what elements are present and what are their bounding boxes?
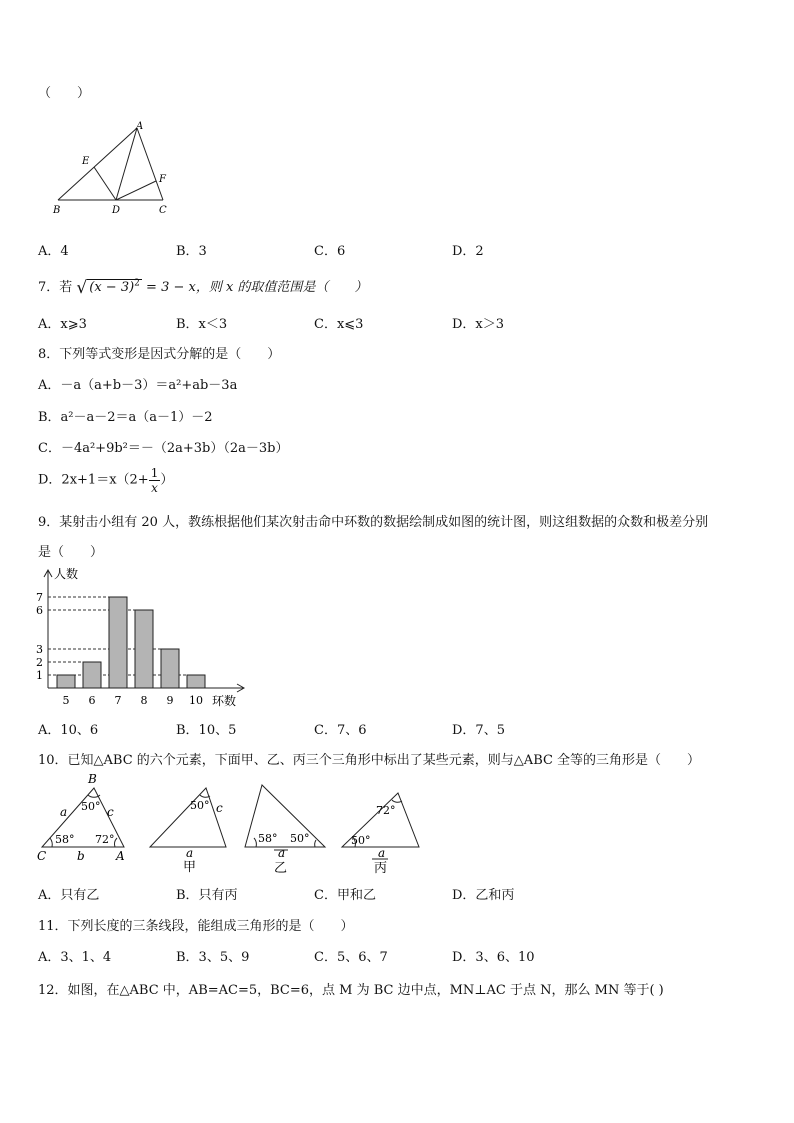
y-tick-label: 2 [36, 656, 43, 669]
q6-figure [40, 118, 180, 218]
bar-7 [109, 597, 127, 688]
sqrt-sign: √ [76, 278, 88, 298]
ref-label-b: B [88, 772, 97, 786]
q10-option-b: B．只有丙 [176, 888, 238, 903]
x-axis-label: 环数 [212, 694, 237, 708]
q12-stem: 12．如图，在△ABC 中，AB=AC=5，BC=6，点 M 为 BC 边中点，MN⊥AC 于点 N，那么 MN 等于( ) [38, 983, 664, 998]
q6-label-f: F [159, 174, 166, 185]
q8-option-a: A．－a（a+b－3）＝a²+ab－3a [38, 378, 238, 393]
q8-d-fraction [149, 466, 161, 495]
q7-option-a: A．x⩾3 [38, 317, 87, 332]
bar-6 [83, 662, 101, 688]
ref-label-c: C [37, 849, 47, 863]
ref-label-b-side: b [77, 849, 85, 863]
bing-angle-left: 50° [351, 834, 371, 847]
x-tick-label: 7 [114, 694, 122, 707]
bar-8 [135, 610, 153, 688]
bing-angle-top: 72° [376, 804, 396, 817]
x-tick-label: 9 [166, 694, 174, 707]
q8-d-numerator: 1 [150, 466, 159, 480]
q8-d-denominator: x [151, 481, 158, 495]
q9-option-b: B．10、5 [176, 723, 237, 738]
q11-option-c: C．5、6、7 [314, 950, 388, 965]
q7-prefix: 7．若 [38, 280, 73, 295]
q10-triangles-figure [36, 772, 436, 880]
q9-stem-line2: 是（ ） [38, 545, 104, 560]
q9-option-d: D．7、5 [452, 723, 505, 738]
q7-option-b: B．x＜3 [176, 317, 228, 332]
q6-label-e: E [82, 156, 90, 167]
q6-label-c: C [159, 205, 167, 216]
ref-label-c-side: c [107, 805, 114, 819]
jia-caption: 甲 [183, 860, 197, 875]
y-tick-label: 7 [36, 591, 43, 604]
x-tick-label: 5 [62, 694, 70, 707]
q6-label-d: D [112, 205, 121, 216]
y-tick-label: 6 [36, 604, 43, 617]
bar-10 [187, 675, 205, 688]
q10-stem: 10．已知△ABC 的六个元素，下面甲、乙、丙三个三角形中标出了某些元素，则与△ABC 全等的三角形是（ ） [38, 753, 701, 768]
q11-option-b: B．3、5、9 [176, 950, 250, 965]
jia-angle: 50° [190, 799, 210, 812]
q7-rest: = 3 − x，则 x 的取值范围是（ ） [146, 280, 368, 295]
jia-triangle [150, 788, 226, 847]
q6-paren: （ ） [38, 86, 91, 101]
q8-stem: 8．下列等式变形是因式分解的是（ ） [38, 347, 281, 362]
q10-option-d: D．乙和丙 [452, 888, 515, 903]
q6-label-a: A [136, 121, 144, 132]
q11-stem: 11．下列长度的三条线段，能组成三角形的是（ ） [38, 919, 354, 934]
bar-9 [161, 649, 179, 688]
q7-exponent: 2 [134, 278, 140, 289]
q10-option-c: C．甲和乙 [314, 888, 376, 903]
q9-stem-line1: 9．某射击小组有 20 人，教练根据他们某次射击命中环数的数据绘制成如图的统计图，则这组数据的众数和极差分别 [38, 515, 709, 530]
jia-side-c: c [216, 801, 223, 815]
ref-angle-b: 50° [81, 800, 101, 813]
bing-side-a: a [378, 846, 386, 860]
ref-label-a: A [116, 849, 125, 863]
q6-option-a: A．4 [38, 244, 69, 259]
q8-d-post: ） [160, 472, 174, 488]
jia-side-a: a [186, 846, 194, 860]
x-tick-label: 6 [88, 694, 96, 707]
yi-angle-left: 58° [258, 832, 278, 845]
q11-option-a: A．3、1、4 [38, 950, 112, 965]
q8-option-c: C．－4a²+9b²＝－（2a+3b）（2a－3b） [38, 441, 289, 456]
yi-triangle [245, 785, 325, 847]
q8-option-b: B．a²－a－2＝a（a－1）－2 [38, 410, 213, 425]
ref-angle-a: 72° [95, 833, 115, 846]
q9-option-a: A．10、6 [38, 723, 99, 738]
y-tick-label: 3 [36, 643, 43, 656]
q6-label-b: B [53, 205, 61, 216]
q7-stem [38, 276, 367, 298]
q9-option-c: C．7、6 [314, 723, 367, 738]
yi-side-a: a [278, 846, 286, 860]
q8-option-d [38, 466, 173, 495]
y-axis-label: 人数 [54, 567, 79, 581]
q9-bar-chart [30, 564, 260, 712]
x-tick-label: 8 [140, 694, 148, 707]
q8-d-pre: D．2x+1＝x（2+ [38, 472, 149, 488]
bar-5 [57, 675, 75, 688]
ref-label-a-side: a [60, 805, 68, 819]
q6-option-c: C．6 [314, 244, 346, 259]
yi-angle-right: 50° [290, 832, 310, 845]
q10-option-a: A．只有乙 [38, 888, 100, 903]
ref-angle-c: 58° [55, 833, 75, 846]
bing-caption: 丙 [374, 861, 388, 876]
q7-option-d: D．x＞3 [452, 317, 505, 332]
q6-option-b: B．3 [176, 244, 207, 259]
q6-option-d: D．2 [452, 244, 484, 259]
q7-radicand: $(x - 3)^2$ [89, 278, 140, 295]
q7-option-c: C．x⩽3 [314, 317, 364, 332]
y-tick-label: 1 [36, 669, 43, 682]
yi-caption: 乙 [274, 861, 288, 876]
q11-option-d: D．3、6、10 [452, 950, 535, 965]
x-tick-label: 10 [189, 694, 203, 707]
